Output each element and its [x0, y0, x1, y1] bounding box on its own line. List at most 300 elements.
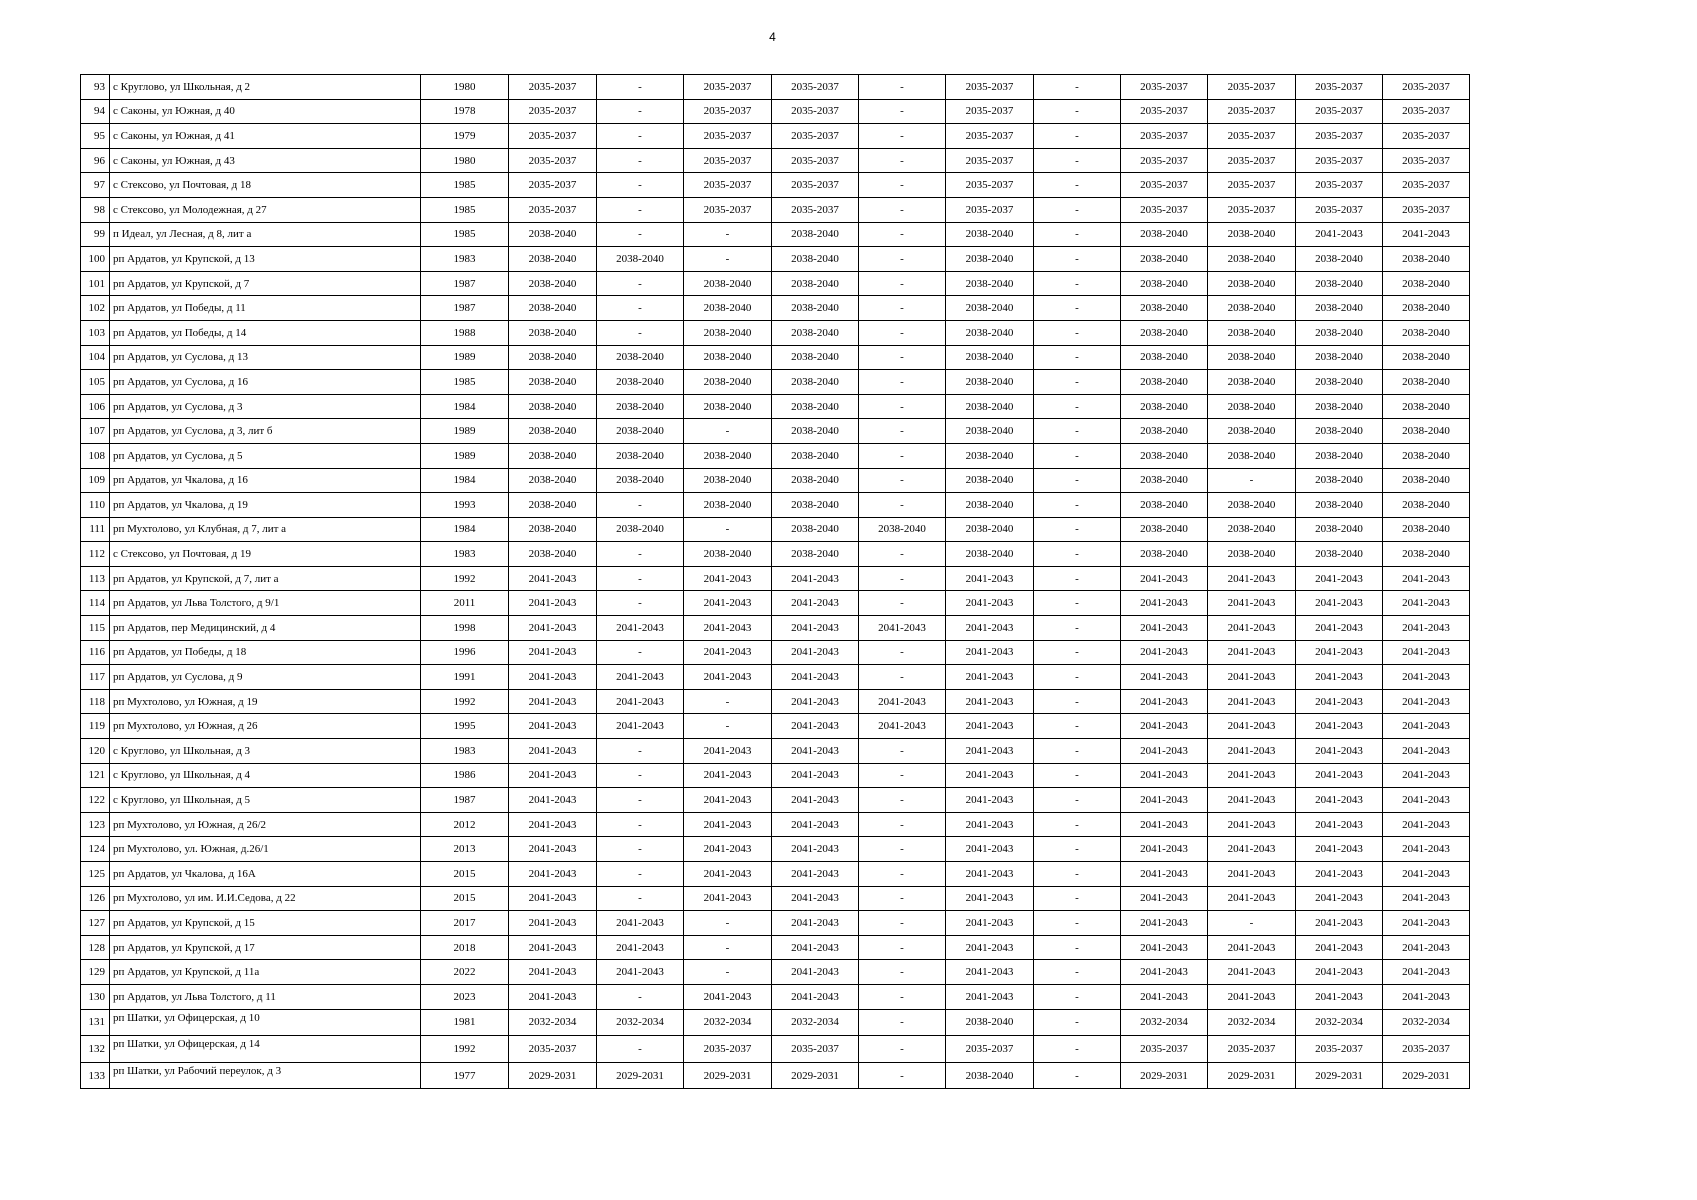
period-cell: 2038-2040	[509, 370, 597, 395]
period-cell: -	[1034, 591, 1121, 616]
period-cell: 2038-2040	[772, 222, 859, 247]
period-cell: 2041-2043	[1208, 837, 1296, 862]
period-cell: 2041-2043	[1383, 837, 1470, 862]
period-cell: 2038-2040	[1296, 320, 1383, 345]
period-cell: 2035-2037	[1121, 124, 1208, 149]
year-cell: 1985	[421, 370, 509, 395]
period-cell: 2038-2040	[1383, 320, 1470, 345]
address-cell: с Круглово, ул Школьная, д 3	[110, 739, 421, 764]
address-cell: рп Шатки, ул Офицерская, д 10	[110, 1009, 421, 1036]
table-row	[81, 640, 1470, 665]
row-number-cell: 115	[81, 616, 110, 641]
period-cell: 2041-2043	[1208, 960, 1296, 985]
period-cell: 2041-2043	[597, 616, 684, 641]
period-cell: -	[684, 911, 772, 936]
row-number-cell: 94	[81, 99, 110, 124]
row-number-cell: 93	[81, 75, 110, 100]
table-row	[81, 763, 1470, 788]
row-number-cell: 102	[81, 296, 110, 321]
period-cell: 2035-2037	[684, 124, 772, 149]
period-cell: 2038-2040	[1121, 394, 1208, 419]
period-cell: 2041-2043	[1208, 714, 1296, 739]
period-cell: -	[597, 886, 684, 911]
period-cell: -	[859, 763, 946, 788]
period-cell: 2038-2040	[1208, 296, 1296, 321]
period-cell: -	[1208, 468, 1296, 493]
period-cell: 2038-2040	[509, 247, 597, 272]
period-cell: 2041-2043	[1121, 591, 1208, 616]
period-cell: -	[1034, 517, 1121, 542]
year-cell: 2023	[421, 984, 509, 1009]
period-cell: 2035-2037	[946, 75, 1034, 100]
period-cell: 2041-2043	[946, 935, 1034, 960]
period-cell: 2038-2040	[1296, 296, 1383, 321]
address-cell: с Саконы, ул Южная, д 40	[110, 99, 421, 124]
period-cell: 2035-2037	[1121, 197, 1208, 222]
year-cell: 1992	[421, 689, 509, 714]
period-cell: 2038-2040	[509, 271, 597, 296]
period-cell: -	[684, 517, 772, 542]
year-cell: 2013	[421, 837, 509, 862]
period-cell: 2038-2040	[597, 468, 684, 493]
address-cell: с Саконы, ул Южная, д 43	[110, 148, 421, 173]
period-cell: 2041-2043	[1121, 911, 1208, 936]
period-cell: 2041-2043	[1383, 739, 1470, 764]
table-row	[81, 911, 1470, 936]
year-cell: 1996	[421, 640, 509, 665]
period-cell: 2035-2037	[1208, 1036, 1296, 1063]
table-row	[81, 616, 1470, 641]
address-cell: рп Ардатов, ул Крупской, д 11а	[110, 960, 421, 985]
year-cell: 1983	[421, 739, 509, 764]
row-number-cell: 112	[81, 542, 110, 567]
period-cell: 2038-2040	[1383, 296, 1470, 321]
period-cell: -	[1034, 468, 1121, 493]
period-cell: 2041-2043	[684, 788, 772, 813]
period-cell: 2038-2040	[509, 443, 597, 468]
period-cell: 2041-2043	[509, 960, 597, 985]
period-cell: -	[1034, 862, 1121, 887]
period-cell: 2041-2043	[1296, 886, 1383, 911]
period-cell: 2041-2043	[597, 714, 684, 739]
period-cell: 2041-2043	[946, 960, 1034, 985]
row-number-cell: 104	[81, 345, 110, 370]
year-cell: 1992	[421, 1036, 509, 1063]
period-cell: 2038-2040	[684, 468, 772, 493]
period-cell: -	[859, 640, 946, 665]
row-number-cell: 95	[81, 124, 110, 149]
period-cell: -	[1034, 1062, 1121, 1089]
period-cell: 2035-2037	[772, 75, 859, 100]
address-cell: рп Ардатов, ул Крупской, д 7, лит а	[110, 566, 421, 591]
period-cell: 2041-2043	[1121, 812, 1208, 837]
address-cell: рп Ардатов, ул Суслова, д 5	[110, 443, 421, 468]
period-cell: 2041-2043	[1383, 911, 1470, 936]
table-row	[81, 1036, 1470, 1063]
period-cell: 2038-2040	[946, 542, 1034, 567]
period-cell: 2035-2037	[1296, 197, 1383, 222]
period-cell: 2032-2034	[772, 1009, 859, 1036]
period-cell: 2038-2040	[1208, 320, 1296, 345]
period-cell: 2041-2043	[1121, 837, 1208, 862]
period-cell: 2041-2043	[772, 911, 859, 936]
period-cell: 2038-2040	[772, 542, 859, 567]
year-cell: 1987	[421, 271, 509, 296]
period-cell: 2041-2043	[509, 984, 597, 1009]
period-cell: 2038-2040	[946, 271, 1034, 296]
year-cell: 1998	[421, 616, 509, 641]
period-cell: 2038-2040	[1208, 542, 1296, 567]
period-cell: 2038-2040	[684, 443, 772, 468]
period-cell: 2041-2043	[946, 591, 1034, 616]
period-cell: 2038-2040	[946, 419, 1034, 444]
period-cell: 2035-2037	[1296, 1036, 1383, 1063]
period-cell: -	[1034, 320, 1121, 345]
period-cell: -	[597, 99, 684, 124]
period-cell: -	[1034, 542, 1121, 567]
period-cell: 2038-2040	[1383, 493, 1470, 518]
period-cell: 2041-2043	[772, 837, 859, 862]
period-cell: -	[1034, 443, 1121, 468]
period-cell: 2041-2043	[1296, 935, 1383, 960]
period-cell: 2041-2043	[1208, 862, 1296, 887]
address-cell: рп Мухтолово, ул Южная, д 26/2	[110, 812, 421, 837]
period-cell: 2041-2043	[597, 935, 684, 960]
table-row	[81, 689, 1470, 714]
period-cell: 2038-2040	[1296, 419, 1383, 444]
period-cell: 2038-2040	[1383, 468, 1470, 493]
period-cell: -	[1034, 984, 1121, 1009]
period-cell: 2038-2040	[1296, 271, 1383, 296]
table-row	[81, 394, 1470, 419]
address-cell: с Стексово, ул Молодежная, д 27	[110, 197, 421, 222]
period-cell: 2041-2043	[1296, 837, 1383, 862]
period-cell: -	[1034, 247, 1121, 272]
period-cell: 2038-2040	[684, 320, 772, 345]
period-cell: -	[1034, 689, 1121, 714]
year-cell: 2015	[421, 862, 509, 887]
period-cell: 2041-2043	[684, 591, 772, 616]
period-cell: -	[597, 812, 684, 837]
year-cell: 1991	[421, 665, 509, 690]
period-cell: 2038-2040	[684, 296, 772, 321]
period-cell: 2035-2037	[946, 173, 1034, 198]
period-cell: -	[859, 443, 946, 468]
period-cell: -	[1034, 616, 1121, 641]
period-cell: 2032-2034	[1208, 1009, 1296, 1036]
table-row	[81, 345, 1470, 370]
period-cell: 2029-2031	[1121, 1062, 1208, 1089]
row-number-cell: 132	[81, 1036, 110, 1063]
year-cell: 1980	[421, 75, 509, 100]
period-cell: -	[1034, 640, 1121, 665]
period-cell: 2038-2040	[684, 493, 772, 518]
period-cell: 2041-2043	[1121, 739, 1208, 764]
period-cell: -	[684, 689, 772, 714]
period-cell: 2041-2043	[1296, 566, 1383, 591]
year-cell: 1985	[421, 173, 509, 198]
period-cell: 2038-2040	[597, 345, 684, 370]
period-cell: -	[684, 935, 772, 960]
address-cell: рп Ардатов, ул Крупской, д 17	[110, 935, 421, 960]
period-cell: -	[859, 591, 946, 616]
period-cell: 2041-2043	[1208, 689, 1296, 714]
year-cell: 1983	[421, 247, 509, 272]
period-cell: 2029-2031	[509, 1062, 597, 1089]
period-cell: 2041-2043	[946, 788, 1034, 813]
period-cell: 2041-2043	[1383, 960, 1470, 985]
year-cell: 1979	[421, 124, 509, 149]
period-cell: -	[859, 148, 946, 173]
period-cell: 2035-2037	[1208, 173, 1296, 198]
period-cell: 2038-2040	[772, 419, 859, 444]
table-row	[81, 714, 1470, 739]
period-cell: 2038-2040	[1121, 370, 1208, 395]
period-cell: -	[597, 984, 684, 1009]
period-cell: 2041-2043	[1208, 640, 1296, 665]
period-cell: 2041-2043	[772, 763, 859, 788]
period-cell: 2038-2040	[772, 468, 859, 493]
period-cell: 2032-2034	[1383, 1009, 1470, 1036]
period-cell: 2032-2034	[597, 1009, 684, 1036]
period-cell: 2041-2043	[1208, 788, 1296, 813]
period-cell: 2038-2040	[946, 468, 1034, 493]
period-cell: 2041-2043	[1383, 812, 1470, 837]
period-cell: -	[859, 911, 946, 936]
period-cell: 2038-2040	[772, 296, 859, 321]
row-number-cell: 114	[81, 591, 110, 616]
period-cell: 2035-2037	[772, 124, 859, 149]
address-cell: рп Ардатов, ул Крупской, д 7	[110, 271, 421, 296]
period-cell: 2041-2043	[1208, 812, 1296, 837]
period-cell: 2038-2040	[597, 247, 684, 272]
period-cell: 2038-2040	[509, 468, 597, 493]
period-cell: 2041-2043	[509, 591, 597, 616]
period-cell: 2038-2040	[1121, 222, 1208, 247]
period-cell: 2038-2040	[1208, 222, 1296, 247]
address-cell: рп Ардатов, ул Чкалова, д 16А	[110, 862, 421, 887]
year-cell: 1992	[421, 566, 509, 591]
period-cell: 2041-2043	[772, 591, 859, 616]
period-cell: 2035-2037	[1121, 1036, 1208, 1063]
period-cell: 2035-2037	[684, 173, 772, 198]
period-cell: 2038-2040	[772, 370, 859, 395]
period-cell: 2035-2037	[684, 148, 772, 173]
period-cell: 2038-2040	[1383, 271, 1470, 296]
period-cell: 2038-2040	[1296, 493, 1383, 518]
year-cell: 1984	[421, 394, 509, 419]
period-cell: 2041-2043	[684, 812, 772, 837]
period-cell: 2029-2031	[1383, 1062, 1470, 1089]
table-row	[81, 320, 1470, 345]
period-cell: 2041-2043	[1383, 984, 1470, 1009]
period-cell: 2038-2040	[684, 370, 772, 395]
period-cell: -	[859, 566, 946, 591]
address-cell: рп Ардатов, ул Победы, д 11	[110, 296, 421, 321]
period-cell: 2035-2037	[1383, 197, 1470, 222]
period-cell: 2041-2043	[946, 616, 1034, 641]
period-cell: -	[597, 542, 684, 567]
period-cell: 2041-2043	[1121, 788, 1208, 813]
period-cell: 2041-2043	[1121, 763, 1208, 788]
address-cell: рп Ардатов, ул Суслова, д 9	[110, 665, 421, 690]
period-cell: 2041-2043	[946, 640, 1034, 665]
period-cell: -	[1034, 714, 1121, 739]
row-number-cell: 117	[81, 665, 110, 690]
period-cell: 2038-2040	[509, 542, 597, 567]
period-cell: 2035-2037	[772, 197, 859, 222]
period-cell: -	[1034, 197, 1121, 222]
period-cell: 2041-2043	[772, 714, 859, 739]
table-row	[81, 935, 1470, 960]
period-cell: 2038-2040	[946, 320, 1034, 345]
period-cell: 2035-2037	[509, 173, 597, 198]
period-cell: 2038-2040	[1121, 271, 1208, 296]
period-cell: 2038-2040	[684, 345, 772, 370]
period-cell: -	[859, 665, 946, 690]
table-row	[81, 247, 1470, 272]
period-cell: 2038-2040	[1296, 247, 1383, 272]
year-cell: 1984	[421, 468, 509, 493]
period-cell: 2041-2043	[946, 911, 1034, 936]
period-cell: 2041-2043	[684, 616, 772, 641]
period-cell: 2041-2043	[684, 984, 772, 1009]
period-cell: 2038-2040	[1383, 394, 1470, 419]
period-cell: -	[859, 419, 946, 444]
table-row	[81, 665, 1470, 690]
year-cell: 1983	[421, 542, 509, 567]
period-cell: 2041-2043	[946, 566, 1034, 591]
period-cell: -	[597, 862, 684, 887]
period-cell: 2041-2043	[1383, 591, 1470, 616]
period-cell: -	[859, 468, 946, 493]
address-cell: рп Ардатов, ул Чкалова, д 16	[110, 468, 421, 493]
row-number-cell: 97	[81, 173, 110, 198]
period-cell: 2038-2040	[1121, 468, 1208, 493]
period-cell: 2038-2040	[1383, 419, 1470, 444]
period-cell: -	[597, 640, 684, 665]
year-cell: 2018	[421, 935, 509, 960]
row-number-cell: 122	[81, 788, 110, 813]
page-number: 4	[769, 30, 776, 44]
period-cell: 2038-2040	[772, 493, 859, 518]
period-cell: 2041-2043	[1383, 616, 1470, 641]
period-cell: 2038-2040	[1296, 542, 1383, 567]
table-row	[81, 148, 1470, 173]
period-cell: -	[684, 714, 772, 739]
period-cell: 2032-2034	[1121, 1009, 1208, 1036]
period-cell: -	[859, 296, 946, 321]
period-cell: 2041-2043	[946, 886, 1034, 911]
row-number-cell: 103	[81, 320, 110, 345]
period-cell: 2035-2037	[946, 124, 1034, 149]
period-cell: 2041-2043	[597, 911, 684, 936]
year-cell: 2015	[421, 886, 509, 911]
period-cell: 2038-2040	[946, 517, 1034, 542]
period-cell: -	[859, 960, 946, 985]
period-cell: 2041-2043	[1383, 935, 1470, 960]
period-cell: 2041-2043	[684, 640, 772, 665]
table-row	[81, 271, 1470, 296]
row-number-cell: 110	[81, 493, 110, 518]
period-cell: -	[1034, 148, 1121, 173]
period-cell: -	[1034, 935, 1121, 960]
period-cell: 2035-2037	[684, 197, 772, 222]
year-cell: 1985	[421, 197, 509, 222]
table-row	[81, 1009, 1470, 1036]
period-cell: 2038-2040	[597, 370, 684, 395]
period-cell: 2041-2043	[509, 763, 597, 788]
period-cell: -	[859, 812, 946, 837]
period-cell: 2041-2043	[946, 763, 1034, 788]
year-cell: 2022	[421, 960, 509, 985]
period-cell: 2038-2040	[1121, 517, 1208, 542]
period-cell: 2038-2040	[1296, 394, 1383, 419]
period-cell: 2038-2040	[1383, 345, 1470, 370]
row-number-cell: 119	[81, 714, 110, 739]
period-cell: -	[859, 124, 946, 149]
period-cell: 2038-2040	[946, 345, 1034, 370]
address-cell: рп Шатки, ул Рабочий переулок, д 3	[110, 1062, 421, 1089]
period-cell: 2041-2043	[1296, 788, 1383, 813]
period-cell: 2038-2040	[597, 517, 684, 542]
period-cell: 2041-2043	[1208, 935, 1296, 960]
period-cell: 2032-2034	[509, 1009, 597, 1036]
period-cell: -	[597, 591, 684, 616]
period-cell: 2041-2043	[509, 837, 597, 862]
row-number-cell: 118	[81, 689, 110, 714]
row-number-cell: 123	[81, 812, 110, 837]
period-cell: 2041-2043	[509, 886, 597, 911]
period-cell: 2035-2037	[772, 148, 859, 173]
period-cell: 2038-2040	[1208, 247, 1296, 272]
period-cell: -	[859, 739, 946, 764]
period-cell: -	[1034, 370, 1121, 395]
period-cell: 2041-2043	[1296, 862, 1383, 887]
period-cell: 2038-2040	[1208, 493, 1296, 518]
row-number-cell: 128	[81, 935, 110, 960]
period-cell: 2041-2043	[1296, 665, 1383, 690]
row-number-cell: 105	[81, 370, 110, 395]
period-cell: 2029-2031	[772, 1062, 859, 1089]
address-cell: с Круглово, ул Школьная, д 5	[110, 788, 421, 813]
address-cell: рп Ардатов, ул Суслова, д 3, лит б	[110, 419, 421, 444]
period-cell: 2035-2037	[509, 1036, 597, 1063]
row-number-cell: 130	[81, 984, 110, 1009]
year-cell: 1988	[421, 320, 509, 345]
period-cell: 2035-2037	[1296, 124, 1383, 149]
period-cell: -	[859, 345, 946, 370]
period-cell: 2035-2037	[1121, 173, 1208, 198]
period-cell: 2038-2040	[1208, 517, 1296, 542]
period-cell: -	[1034, 886, 1121, 911]
period-cell: 2038-2040	[1383, 247, 1470, 272]
period-cell: 2041-2043	[1208, 739, 1296, 764]
year-cell: 1978	[421, 99, 509, 124]
address-cell: рп Ардатов, ул Крупской, д 15	[110, 911, 421, 936]
period-cell: 2035-2037	[1383, 173, 1470, 198]
repair-schedule-table	[80, 74, 1470, 1089]
period-cell: -	[1034, 271, 1121, 296]
address-cell: рп Мухтолово, ул Южная, д 19	[110, 689, 421, 714]
period-cell: 2041-2043	[684, 763, 772, 788]
period-cell: 2041-2043	[509, 812, 597, 837]
period-cell: -	[684, 960, 772, 985]
table-row	[81, 173, 1470, 198]
year-cell: 1989	[421, 419, 509, 444]
period-cell: 2041-2043	[1383, 566, 1470, 591]
period-cell: -	[1034, 222, 1121, 247]
